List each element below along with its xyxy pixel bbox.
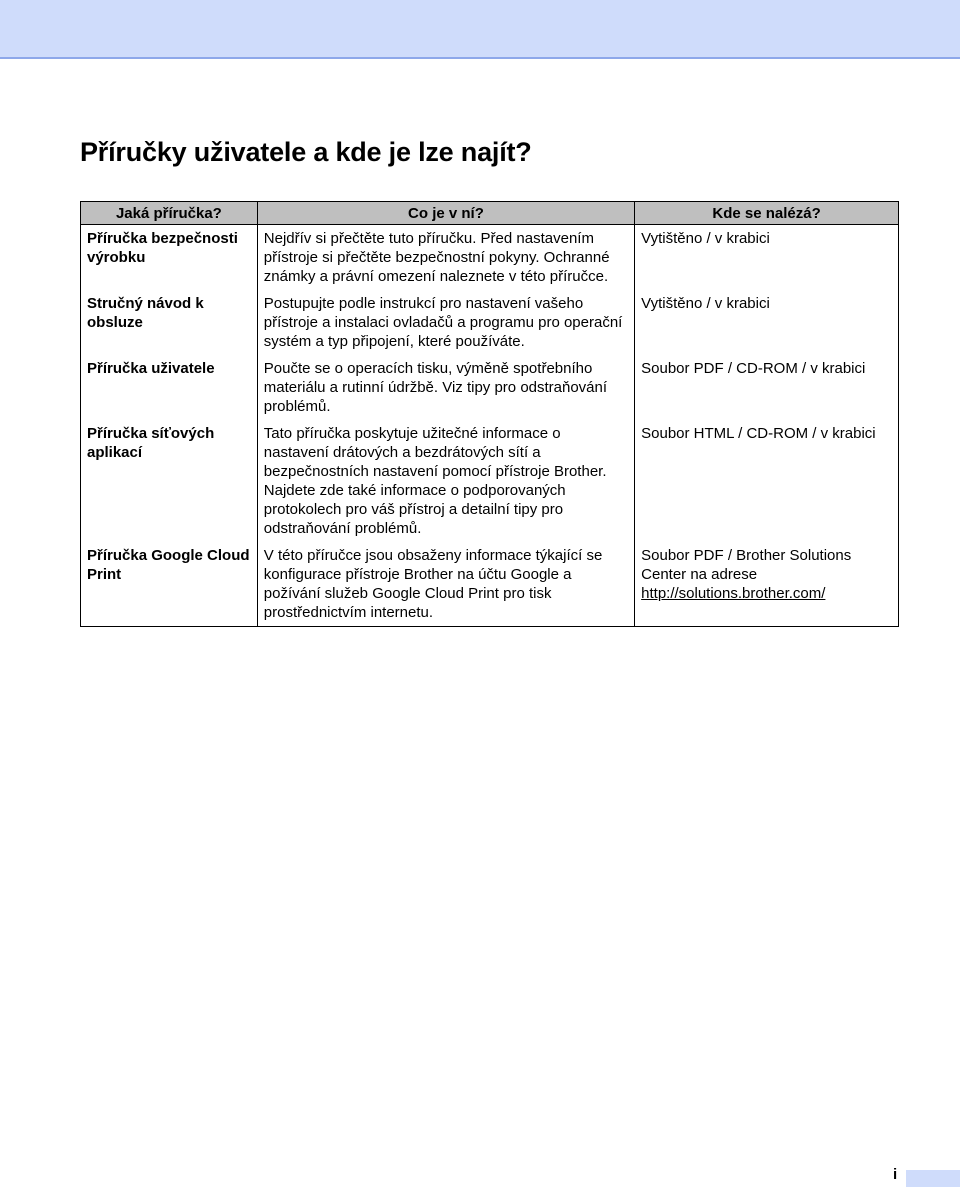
guide-location [635,355,899,420]
solutions-center-link[interactable]: http://solutions.brother.com/ [641,585,826,602]
guide-location [635,290,899,355]
page-title: Příručky uživatele a kde je lze najít? [80,137,532,167]
guide-description: Postupujte podle instrukcí pro nastavení vašeho přístroje a instalaci ovladačů a programu pro operační systém a typ připojení, které používáte. [257,290,634,355]
guide-description: V této příručce jsou obsaženy informace týkající se konfigurace přístroje Brother na účtu Google a požívání služeb Google Cloud Print pro tisk prostřednictvím internetu. [257,542,634,627]
guide-name: Příručka bezpečnosti výrobku [81,225,258,291]
guide-description: Poučte se o operacích tisku, výměně spotřebního materiálu a rutinní údržbě. Viz tipy pro odstraňování problémů. [257,355,634,420]
page-tab-marker [906,1170,960,1187]
header-contents: Co je v ní? [257,202,634,225]
guide-location-text: Vytištěno / v krabici [641,295,770,312]
table-row [81,420,899,542]
guide-name: Stručný návod k obsluze [81,290,258,355]
guide-description: Nejdřív si přečtěte tuto příručku. Před nastavením přístroje si přečtěte bezpečnostní pokyny. Ochranné známky a právní omezení naleznete v této příručce. [257,225,634,291]
guide-name: Příručka Google Cloud Print [81,542,258,627]
table-row [81,355,899,420]
table-row [81,542,899,627]
guide-location [635,542,899,627]
guide-location-text: Soubor PDF / Brother Solutions Center na adrese [641,547,852,583]
guide-location [635,225,899,291]
guide-location-text: Soubor PDF / CD-ROM / v krabici [641,360,866,377]
guide-location-text: Soubor HTML / CD-ROM / v krabici [641,425,876,442]
page-number: i [893,1166,898,1183]
table-row [81,225,899,291]
guide-location-text: Vytištěno / v krabici [641,230,770,247]
header-guide: Jaká příručka? [81,202,258,225]
guide-location [635,420,899,542]
guide-name: Příručka uživatele [81,355,258,420]
table-row [81,290,899,355]
header-location: Kde se nalézá? [635,202,899,225]
guide-description: Tato příručka poskytuje užitečné informace o nastavení drátových a bezdrátových sítí a bezpečnostních nastavení pomocí přístroje Brother. Najdete zde také informace o podporovaných protokolech pro váš přístroj a detailní tipy pro odstraňování problémů. [257,420,634,542]
guide-table [80,201,899,627]
table-header-row [81,202,899,225]
guide-name: Příručka síťových aplikací [81,420,258,542]
header-band [0,0,960,59]
